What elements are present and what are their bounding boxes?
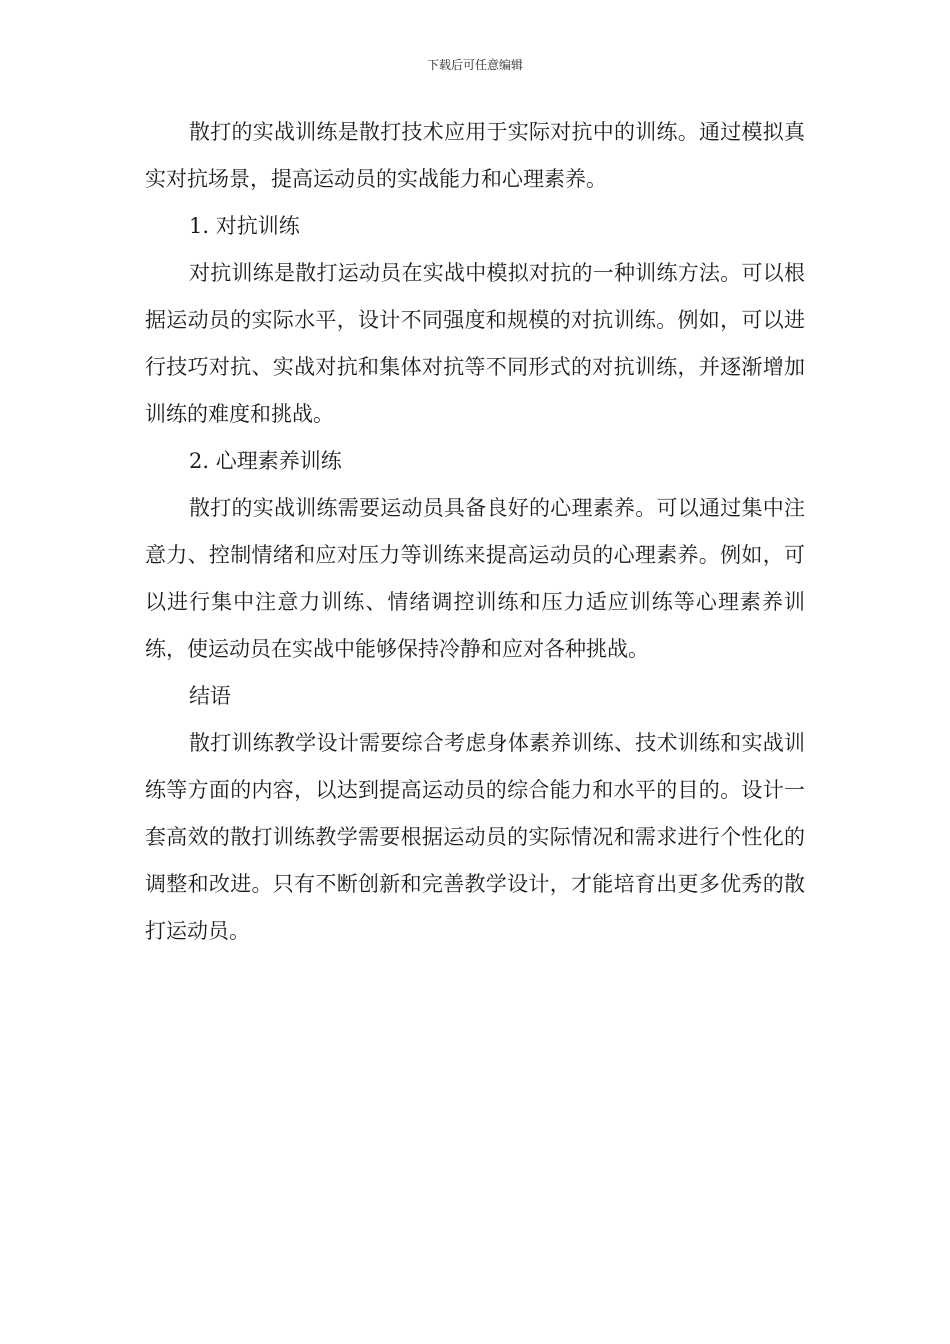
paragraph-psychology: 散打的实战训练需要运动员具备良好的心理素养。可以通过集中注意力、控制情绪和应对压力等训练来提高运动员的心理素养。例如，可以进行集中注意力训练、情绪调控训练和压力适应训练等心理素养训练，使运动员在实战中能够保持冷静和应对各种挑战。 xyxy=(145,496,805,661)
section-heading-conclusion: 结语 xyxy=(189,684,231,708)
section-heading-confrontation: 1. 对抗训练 xyxy=(189,214,300,238)
paragraph-confrontation: 对抗训练是散打运动员在实战中模拟对抗的一种训练方法。可以根据运动员的实际水平，设计不同强度和规模的对抗训练。例如，可以进行技巧对抗、实战对抗和集体对抗等不同形式的对抗训练，并逐渐增加训练的难度和挑战。 xyxy=(145,261,805,426)
paragraph-intro: 散打的实战训练是散打技术应用于实际对抗中的训练。通过模拟真实对抗场景，提高运动员的实战能力和心理素养。 xyxy=(145,120,805,191)
page-header: 下载后可任意编辑 xyxy=(426,58,523,72)
document-body xyxy=(145,109,805,955)
paragraph-conclusion: 散打训练教学设计需要综合考虑身体素养训练、技术训练和实战训练等方面的内容，以达到提高运动员的综合能力和水平的目的。设计一套高效的散打训练教学需要根据运动员的实际情况和需求进行个性化的调整和改进。只有不断创新和完善教学设计，才能培育出更多优秀的散打运动员。 xyxy=(145,731,805,943)
section-heading-psychology: 2. 心理素养训练 xyxy=(189,449,342,473)
